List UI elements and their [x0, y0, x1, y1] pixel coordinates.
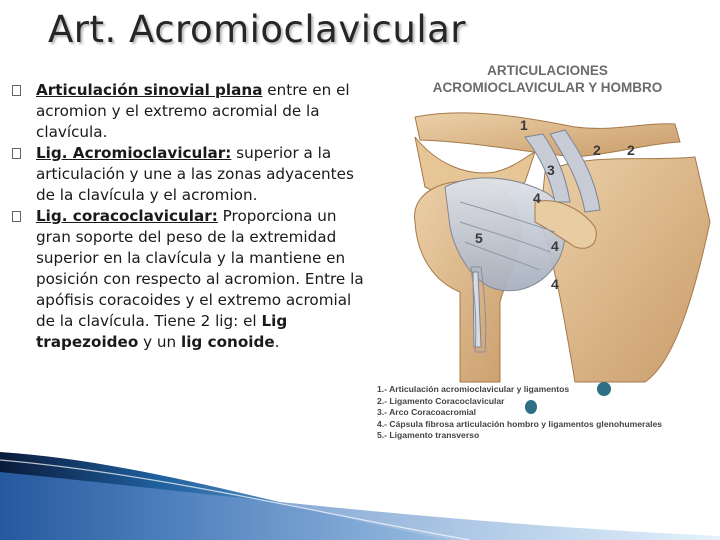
bullet-text: Proporciona un gran soporte del peso de la extremidad superior en la clavícula y la mantiene en posición con respecto al acromion. Entre la apófisis coracoides y el extremo acromial de la clavícula. Tiene 2 lig: el [36, 207, 364, 330]
decorative-bottom-band [0, 452, 720, 540]
figure-label: 2 [593, 142, 601, 158]
legend-item: 2.- Ligamento Coracoclavicular [377, 395, 505, 406]
legend-item: 5.- Ligamento transverso [377, 430, 480, 440]
bullet-term: Lig. Acromioclavicular: [36, 144, 232, 162]
bullet-list [12, 80, 370, 353]
bullet-text-end: . [274, 333, 280, 351]
anatomy-figure [375, 62, 715, 472]
bullet-item [12, 143, 370, 206]
bullet-term-trapezoid: Lig trapezoideo [36, 312, 288, 351]
legend-item: 4.- Cápsula fibrosa articulación hombro y ligamentos glenohumerales [377, 418, 663, 429]
figure-label: 4 [551, 276, 559, 292]
legend-item: 3.- Arco Coracoacromial [377, 407, 477, 417]
bullet-marker-icon [12, 148, 21, 159]
figure-label: 4 [533, 190, 541, 206]
bullet-text-mid: y un [138, 333, 181, 351]
bullet-text: superior a la articulación y une a las zonas adyacentes de la clavícula y el acromion. [36, 144, 354, 204]
figure-title [375, 62, 720, 96]
bullet-marker-icon [12, 85, 21, 96]
bullet-term: Articulación sinovial plana [36, 81, 263, 99]
bullet-item [12, 80, 370, 143]
figure-legend [377, 384, 720, 442]
bullet-marker-icon [12, 211, 21, 222]
bullet-item [12, 206, 370, 353]
legend-dot-icon [525, 400, 537, 414]
bullet-term-conoid: lig conoide [181, 333, 275, 351]
figure-title-line1: ARTICULACIONES [487, 63, 608, 78]
figure-label: 4 [551, 238, 559, 254]
slide-title: Art. Acromioclavicular [48, 8, 466, 51]
figure-title-line2: ACROMIOCLAVICULAR Y HOMBRO [432, 80, 663, 95]
figure-label: 1 [520, 117, 528, 133]
figure-label: 5 [475, 230, 483, 246]
figure-label: 2 [627, 142, 635, 158]
figure-label: 3 [547, 162, 555, 178]
bullet-text: entre en el acromion y el extremo acromial de la clavícula. [36, 81, 350, 141]
legend-item: 1.- Articulación acromioclavicular y ligamentos [377, 384, 570, 394]
bullet-term: Lig. coracoclavicular: [36, 207, 218, 225]
legend-dot-icon [597, 382, 611, 396]
